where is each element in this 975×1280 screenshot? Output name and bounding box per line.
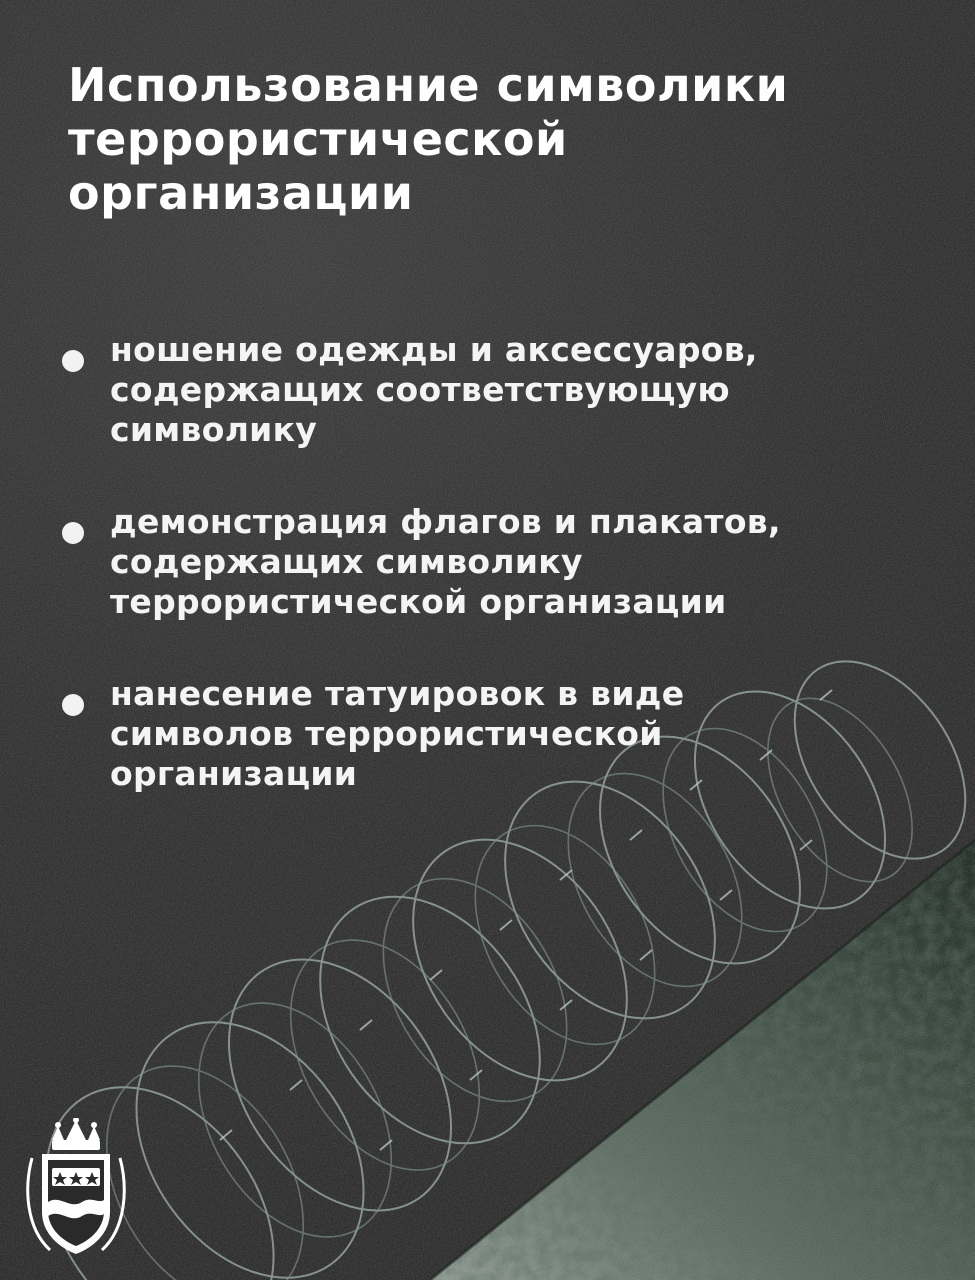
bullet-line: нанесение татуировок в виде — [110, 674, 685, 713]
bullet-text — [110, 674, 684, 794]
bullet-text — [110, 330, 758, 450]
title-line: Использование символики — [68, 58, 789, 112]
bullet-dot-icon — [62, 694, 84, 716]
title-line: террористической — [68, 112, 568, 166]
bullet-dot-icon — [62, 522, 84, 544]
bullet-line: организации — [110, 754, 358, 793]
bullet-dot-icon — [62, 350, 84, 372]
page-title — [68, 58, 948, 220]
bullet-line: символику — [110, 410, 318, 449]
bullet-line: содержащих соответствующую — [110, 370, 730, 409]
bullet-text — [110, 502, 781, 622]
bullet-line: террористической организации — [110, 582, 727, 621]
bullet-line: содержащих символику — [110, 542, 583, 581]
amur-region-emblem-icon — [22, 1118, 130, 1258]
bullet-line: ношение одежды и аксессуаров, — [110, 330, 758, 369]
title-line: организации — [68, 166, 414, 220]
bullet-line: демонстрация флагов и плакатов, — [110, 502, 781, 541]
bullet-line: символов террористической — [110, 714, 663, 753]
